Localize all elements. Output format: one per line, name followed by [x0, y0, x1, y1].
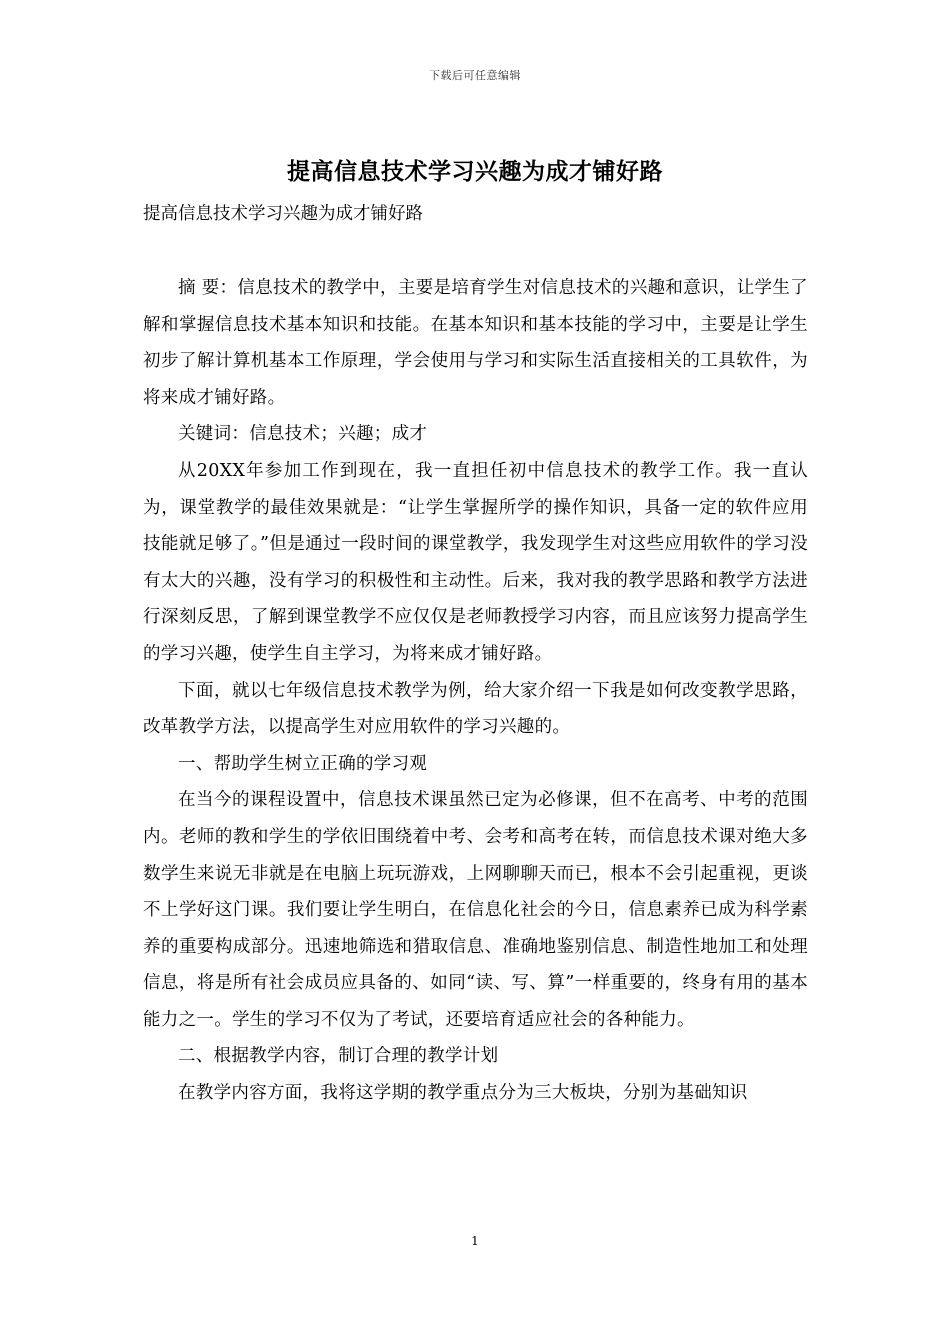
keywords-paragraph: 关键词：信息技术；兴趣；成才 — [178, 424, 428, 445]
page-number: 1 — [471, 1234, 479, 1248]
body-paragraph: 在当今的课程设置中，信息技术课虽然已定为必修课，但不在高考、中考的范围内。老师的教和学生的学依旧围绕着中考、会考和高考在转，而信息技术课对绝大多数学生来说无非就是在电脑上玩玩游戏，上网聊聊天而已，根本不会引起重视，更谈不上学好这门课。我们要让学生明白，在信息化社会的今日，信息素养已成为科学素养的重要构成部分。迅速地筛选和猎取信息、准确地鉴别信息、制造性地加工和处理信息，将是所有社会成员应具备的、如同“读、写、算”一样重要的，终身有用的基本能力之一。学生的学习不仅为了考试，还要培育适应社会的各种能力。 — [143, 790, 808, 1030]
body-paragraph: 下面，就以七年级信息技术教学为例，给大家介绍一下我是如何改变教学思路，改革教学方法，以提高学生对应用软件的学习兴趣的。 — [143, 680, 808, 738]
section-heading: 二、根据教学内容，制订合理的教学计划 — [178, 1046, 499, 1067]
abstract-paragraph: 摘 要：信息技术的教学中，主要是培育学生对信息技术的兴趣和意识，让学生了解和掌握信息技术基本知识和技能。在基本知识和基本技能的学习中，主要是让学生初步了解计算机基本工作原理，学会使用与学习和实际生活直接相关的工具软件，为将来成才铺好路。 — [143, 278, 808, 408]
body-paragraph: 从20XX年参加工作到现在，我一直担任初中信息技术的教学工作。我一直认为，课堂教学的最佳效果就是：“让学生掌握所学的操作知识，具备一定的软件应用技能就足够了。”但是通过一段时间的课堂教学，我发现学生对这些应用软件的学习没有太大的兴趣，没有学习的积极性和主动性。后来，我对我的教学思路和教学方法进行深刻反思，了解到课堂教学不应仅仅是老师教授学习内容，而且应该努力提高学生的学习兴趣，使学生自主学习，为将来成才铺好路。 — [143, 460, 808, 664]
document-subtitle: 提高信息技术学习兴趣为成才铺好路 — [143, 204, 423, 224]
page-header-note: 下载后可任意编辑 — [429, 69, 521, 82]
section-heading: 一、帮助学生树立正确的学习观 — [178, 753, 428, 774]
body-paragraph: 在教学内容方面，我将这学期的教学重点分为三大板块，分别为基础知识 — [178, 1083, 748, 1104]
document-body — [143, 270, 808, 1112]
document-title: 提高信息技术学习兴趣为成才铺好路 — [287, 158, 663, 185]
